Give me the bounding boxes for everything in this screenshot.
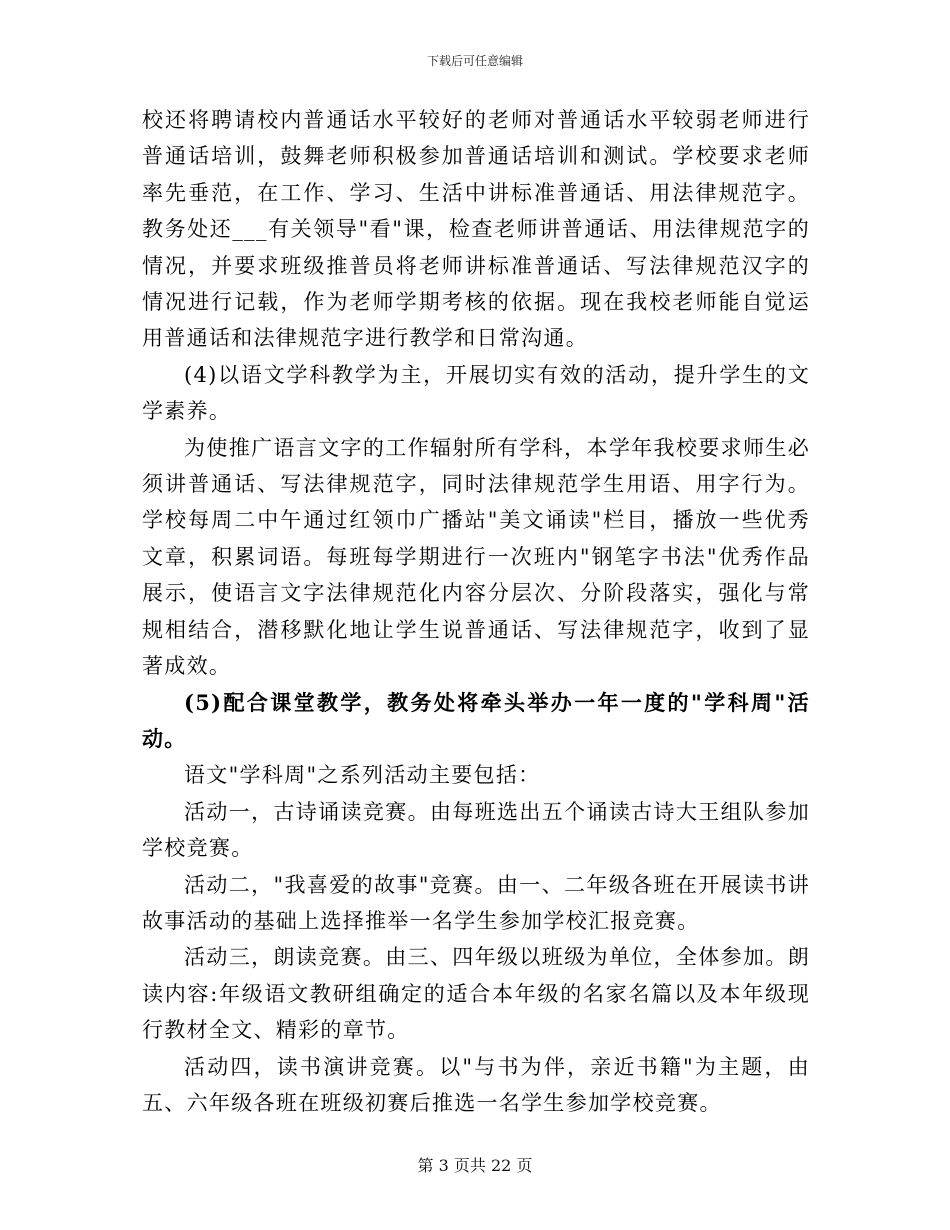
paragraph-continued: 校还将聘请校内普通话水平较好的老师对普通话水平较弱老师进行普通话培训，鼓舞老师积极参加普通话培训和测试。学校要求老师率先垂范，在工作、学习、生活中讲标准普通话、用法律规范字。教务处还___有关领导"看"课，检查老师讲普通话、用法律规范字的情况，并要求班级推普员将老师讲标准普通话、写法律规范汉字的情况进行记载，作为老师学期考核的依据。现在我校老师能自觉运用普通话和法律规范字进行教学和日常沟通。 [142,108,810,351]
paragraph-activity-1: 活动一，古诗诵读竞赛。由每班选出五个诵读古诗大王组队参加学校竞赛。 [142,799,810,861]
paragraph-item-5-heading: (5)配合课堂教学，教务处将牵头举办一年一度的"学科周"活动。 [142,689,810,751]
paragraph-activities-intro: 语文"学科周"之系列活动主要包括： [184,763,541,788]
page-number-footer: 第 3 页共 22 页 [417,1156,533,1175]
paragraph-activity-3: 活动三，朗读竞赛。由三、四年级以班级为单位，全体参加。朗读内容:年级语文教研组确定的适合本年级的名家名篇以及本年级现行教材全文、精彩的章节。 [142,945,810,1043]
paragraph-item-4-body: 为使推广语言文字的工作辐射所有学科，本学年我校要求师生必须讲普通话、写法律规范字，同时法律规范学生用语、用字行为。学校每周二中午通过红领巾广播站"美文诵读"栏目，播放一些优秀文章，积累词语。每班每学期进行一次班内"钢笔字书法"优秀作品展示，使语言文字法律规范化内容分层次、分阶段落实，强化与常规相结合，潜移默化地让学生说普通话、写法律规范字，收到了显著成效。 [142,435,810,679]
paragraph-activity-4: 活动四，读书演讲竞赛。以"与书为伴，亲近书籍"为主题，由五、六年级各班在班级初赛后推选一名学生参加学校竞赛。 [142,1054,810,1115]
page-header-note: 下载后可任意编辑 [426,54,523,68]
paragraph-item-4-heading: (4)以语文学科教学为主，开展切实有效的活动，提升学生的文学素养。 [142,362,810,424]
paragraph-activity-2: 活动二，"我喜爱的故事"竞赛。由一、二年级各班在开展读书讲故事活动的基础上选择推举一名学生参加学校汇报竞赛。 [142,872,810,933]
document-body [142,102,810,1121]
